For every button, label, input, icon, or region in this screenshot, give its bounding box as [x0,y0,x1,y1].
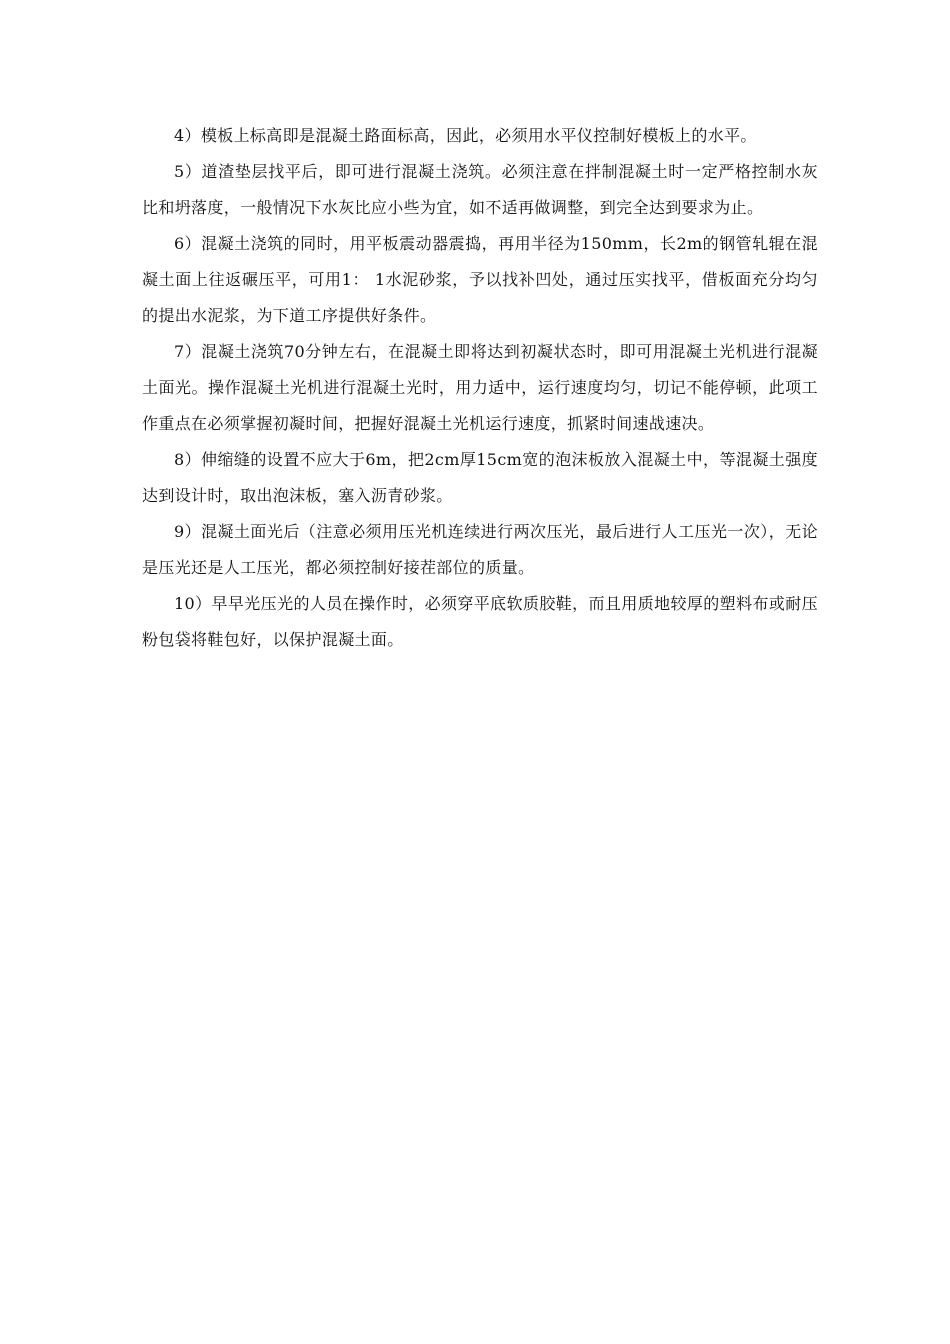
paragraph-item-4: 4）模板上标高即是混凝土路面标高，因此，必须用水平仪控制好模板上的水平。 [174,126,757,145]
document-body [142,118,818,658]
paragraph-item-5: 5）道渣垫层找平后，即可进行混凝土浇筑。必须注意在拌制混凝土时一定严格控制水灰比和坍落度，一般情况下水灰比应小些为宜，如不适再做调整，到完全达到要求为止。 [142,162,818,217]
paragraph-item-10: 10）早早光压光的人员在操作时，必须穿平底软质胶鞋，而且用质地较厚的塑料布或耐压粉包袋将鞋包好，以保护混凝土面。 [142,594,818,649]
paragraph-item-9: 9）混凝土面光后（注意必须用压光机连续进行两次压光，最后进行人工压光一次），无论是压光还是人工压光，都必须控制好接茬部位的质量。 [142,522,818,577]
paragraph-item-6: 6）混凝土浇筑的同时，用平板震动器震捣，再用半径为150mm，长2m的钢管轧辊在混凝土面上往返碾压平，可用1： 1水泥砂浆，予以找补凹处，通过压实找平，借板面充分均匀的提出水泥浆，为下道工序提供好条件。 [142,234,818,325]
paragraph-item-8: 8）伸缩缝的设置不应大于6m，把2cm厚15cm宽的泡沫板放入混凝土中，等混凝土强度达到设计时，取出泡沫板，塞入沥青砂浆。 [142,450,818,505]
paragraph-item-7: 7）混凝土浇筑70分钟左右，在混凝土即将达到初凝状态时，即可用混凝土光机进行混凝土面光。操作混凝土光机进行混凝土光时，用力适中，运行速度均匀，切记不能停顿，此项工作重点在必须掌握初凝时间，把握好混凝土光机运行速度，抓紧时间速战速决。 [142,342,818,433]
